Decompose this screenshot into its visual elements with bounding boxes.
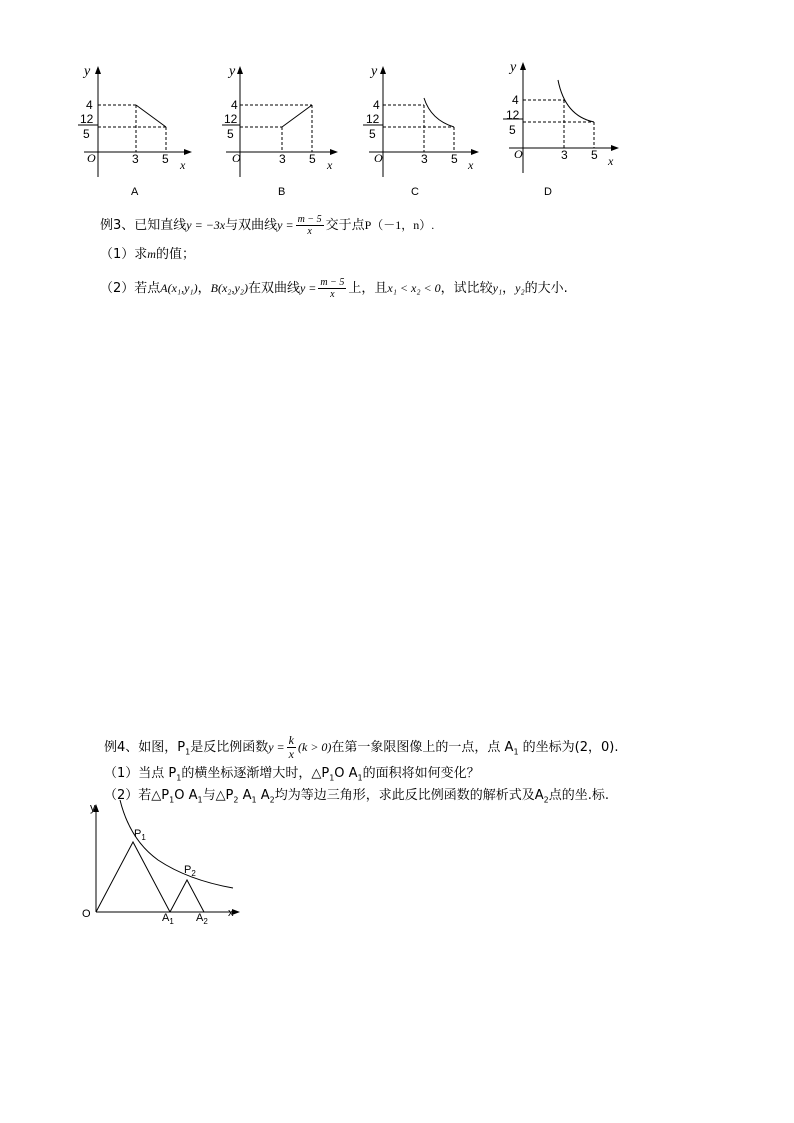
ex3-hyperbola-y: y = xyxy=(277,218,294,232)
ex3-q2-text-f: 的大小. xyxy=(524,281,568,296)
ex4-q1-d: 的面积将如何变化？ xyxy=(362,766,480,781)
ex4-q2-a: （2）若△P xyxy=(104,788,170,803)
ex4-fig-p2 xyxy=(184,864,196,878)
ex4-q1-a: （1）当点 P xyxy=(104,766,177,781)
ex4-q2-e: A xyxy=(256,788,270,803)
ex3-q2-text-d: ，试比较 xyxy=(440,281,493,296)
graph-a-xtick-3: 3 xyxy=(132,152,139,166)
graph-d-x-label: x xyxy=(608,154,614,168)
example-3-q2 xyxy=(100,277,568,300)
graph-c-x-label: x xyxy=(468,158,474,172)
ex4-intro: 例4、如图，P xyxy=(104,740,186,755)
ex4-q1-c: O A xyxy=(334,766,358,781)
ex4-fig-p1-sub: 1 xyxy=(141,833,146,843)
ex3-q2-point-b: B(x₂,y₂) xyxy=(210,281,248,295)
ex4-func-num: k xyxy=(288,733,294,747)
graph-d-ytick-4: 4 xyxy=(512,93,519,107)
ex3-q2-text-e: ， xyxy=(502,281,516,296)
ex4-fig-y-label: y xyxy=(90,802,96,814)
ex4-q2-s1: 1 xyxy=(169,795,175,805)
ex3-q2-hyperbola-y: y = xyxy=(299,281,317,295)
ex4-figure xyxy=(78,800,248,930)
ex3-q2-sep: ， xyxy=(197,281,211,296)
ex4-fig-a2-sub: 2 xyxy=(203,917,208,927)
example-3-statement xyxy=(100,214,434,237)
ex4-intro-b: 是反比例函数 xyxy=(190,740,269,755)
ex4-q2-s2: 1 xyxy=(197,795,203,805)
graph-a-ytick-12: 12 xyxy=(80,112,94,126)
ex4-func-condition: (k > 0) xyxy=(298,740,332,754)
graph-b-ytick-12: 12 xyxy=(224,112,238,126)
ex4-q2-s4: 1 xyxy=(251,795,257,805)
example-4-statement xyxy=(104,734,619,761)
ex3-q2-frac-den: x xyxy=(330,289,335,300)
ex4-q1-b: 的横坐标逐渐增大时，△P xyxy=(181,766,330,781)
ex3-intro-b: 与双曲线 xyxy=(225,218,278,233)
graph-a-xtick-5: 5 xyxy=(162,152,169,166)
graph-b-x-label: x xyxy=(327,158,333,172)
ex3-q2-condition: x₁ < x₂ < 0 xyxy=(387,281,441,295)
ex4-fig-a1 xyxy=(162,912,174,926)
ex3-q2-text: （2）若点 xyxy=(100,281,161,296)
ex4-q1-s3: 1 xyxy=(357,773,363,783)
ex3-q2-y2: y₂ xyxy=(515,281,525,295)
ex3-frac-den: x xyxy=(307,226,312,237)
ex4-func-den: x xyxy=(288,747,294,761)
graph-c-ytick-4: 4 xyxy=(373,98,380,112)
ex4-fig-a2-letter: A xyxy=(196,912,204,924)
ex4-q2-s6: 2 xyxy=(543,795,549,805)
graph-c-y-label: y xyxy=(371,64,378,79)
ex4-intro-d: 的坐标为(2，0). xyxy=(518,740,619,755)
graph-a-ytick-4: 4 xyxy=(86,98,93,112)
ex4-q2-s3: 2 xyxy=(233,795,239,805)
ex4-fig-a2 xyxy=(196,912,208,926)
option-d-label: D xyxy=(544,186,552,198)
graph-c-xtick-5: 5 xyxy=(451,152,458,166)
ex4-q2-f: 均为等边三角形，求此反比例函数的解析式及A xyxy=(274,788,544,803)
ex3-q2-fraction xyxy=(318,277,346,300)
ex4-func-fraction xyxy=(287,734,296,761)
graph-d-ytick-12: 12 xyxy=(506,108,520,122)
graph-a-ytick-5: 5 xyxy=(83,127,90,141)
option-c-label: C xyxy=(411,186,419,198)
ex4-q1-s1: 1 xyxy=(176,773,182,783)
ex3-q2-point-a: A(x₁,y₁) xyxy=(160,281,198,295)
ex4-q1-s2: 1 xyxy=(329,773,335,783)
example-4-q1 xyxy=(104,766,480,787)
ex3-intro: 例3、已知直线 xyxy=(100,218,187,233)
ex4-fig-x-label: x xyxy=(228,907,234,919)
ex3-q2-text-b: 在双曲线 xyxy=(247,281,300,296)
ex3-q2-text-c: 上，且 xyxy=(348,281,388,296)
ex4-q2-b: O A xyxy=(174,788,198,803)
ex3-frac-num: m − 5 xyxy=(297,214,322,225)
example-3-q1 xyxy=(100,246,195,263)
graph-c-ytick-12: 12 xyxy=(366,112,380,126)
ex3-q1-end: 的值； xyxy=(155,247,195,262)
graph-d-xtick-5: 5 xyxy=(591,148,598,162)
graph-b-ytick-4: 4 xyxy=(231,98,238,112)
ex3-q1-text: （1）求 xyxy=(100,247,148,262)
ex3-q2-y1: y₁ xyxy=(492,281,503,295)
graph-a-origin: O xyxy=(87,151,96,165)
ex3-point: P（－1，n）. xyxy=(364,218,435,232)
graph-c-ytick-5: 5 xyxy=(369,127,376,141)
ex4-q2-d: A xyxy=(238,788,252,803)
option-b-label: B xyxy=(278,186,286,198)
graph-b-y-label: y xyxy=(229,64,236,79)
ex4-fig-p2-letter: P xyxy=(184,864,192,876)
graph-a-x-label: x xyxy=(180,158,186,172)
ex3-q1-var: m xyxy=(147,247,156,261)
ex4-intro-c: 在第一象限图像上的一点，点 A xyxy=(331,740,514,755)
graph-d-origin: O xyxy=(514,147,523,161)
graph-c-origin: O xyxy=(374,151,383,165)
ex4-intro-sub2: 1 xyxy=(513,747,519,757)
ex4-fig-a1-letter: A xyxy=(162,912,170,924)
ex3-line-equation: y = −3x xyxy=(186,218,226,232)
graph-b-xtick-3: 3 xyxy=(279,152,286,166)
ex4-intro-sub1: 1 xyxy=(185,747,191,757)
ex3-q2-frac-num: m − 5 xyxy=(320,277,345,288)
ex4-fig-p2-sub: 2 xyxy=(191,869,196,879)
ex3-intro-c: 交于点 xyxy=(325,218,365,233)
ex4-fig-a1-sub: 1 xyxy=(169,917,174,927)
graph-d-ytick-5: 5 xyxy=(509,123,516,137)
ex4-fig-p1 xyxy=(134,828,146,842)
ex3-fraction xyxy=(296,214,324,237)
graph-d-xtick-3: 3 xyxy=(561,148,568,162)
graph-b-origin: O xyxy=(232,151,241,165)
graph-d-y-label: y xyxy=(510,60,517,75)
ex4-q2-c: 与△P xyxy=(202,788,234,803)
graph-c-xtick-3: 3 xyxy=(421,152,428,166)
graph-a-y-label: y xyxy=(84,64,91,79)
graph-b-xtick-5: 5 xyxy=(309,152,316,166)
ex4-fig-origin: O xyxy=(82,908,91,920)
ex4-q2-s5: 2 xyxy=(269,795,275,805)
ex4-func-y: y = xyxy=(268,740,285,754)
option-a-label: A xyxy=(131,186,139,198)
graph-b-ytick-5: 5 xyxy=(227,127,234,141)
ex4-q2-g: 点的坐.标. xyxy=(548,788,610,803)
ex4-fig-p1-letter: P xyxy=(134,828,142,840)
